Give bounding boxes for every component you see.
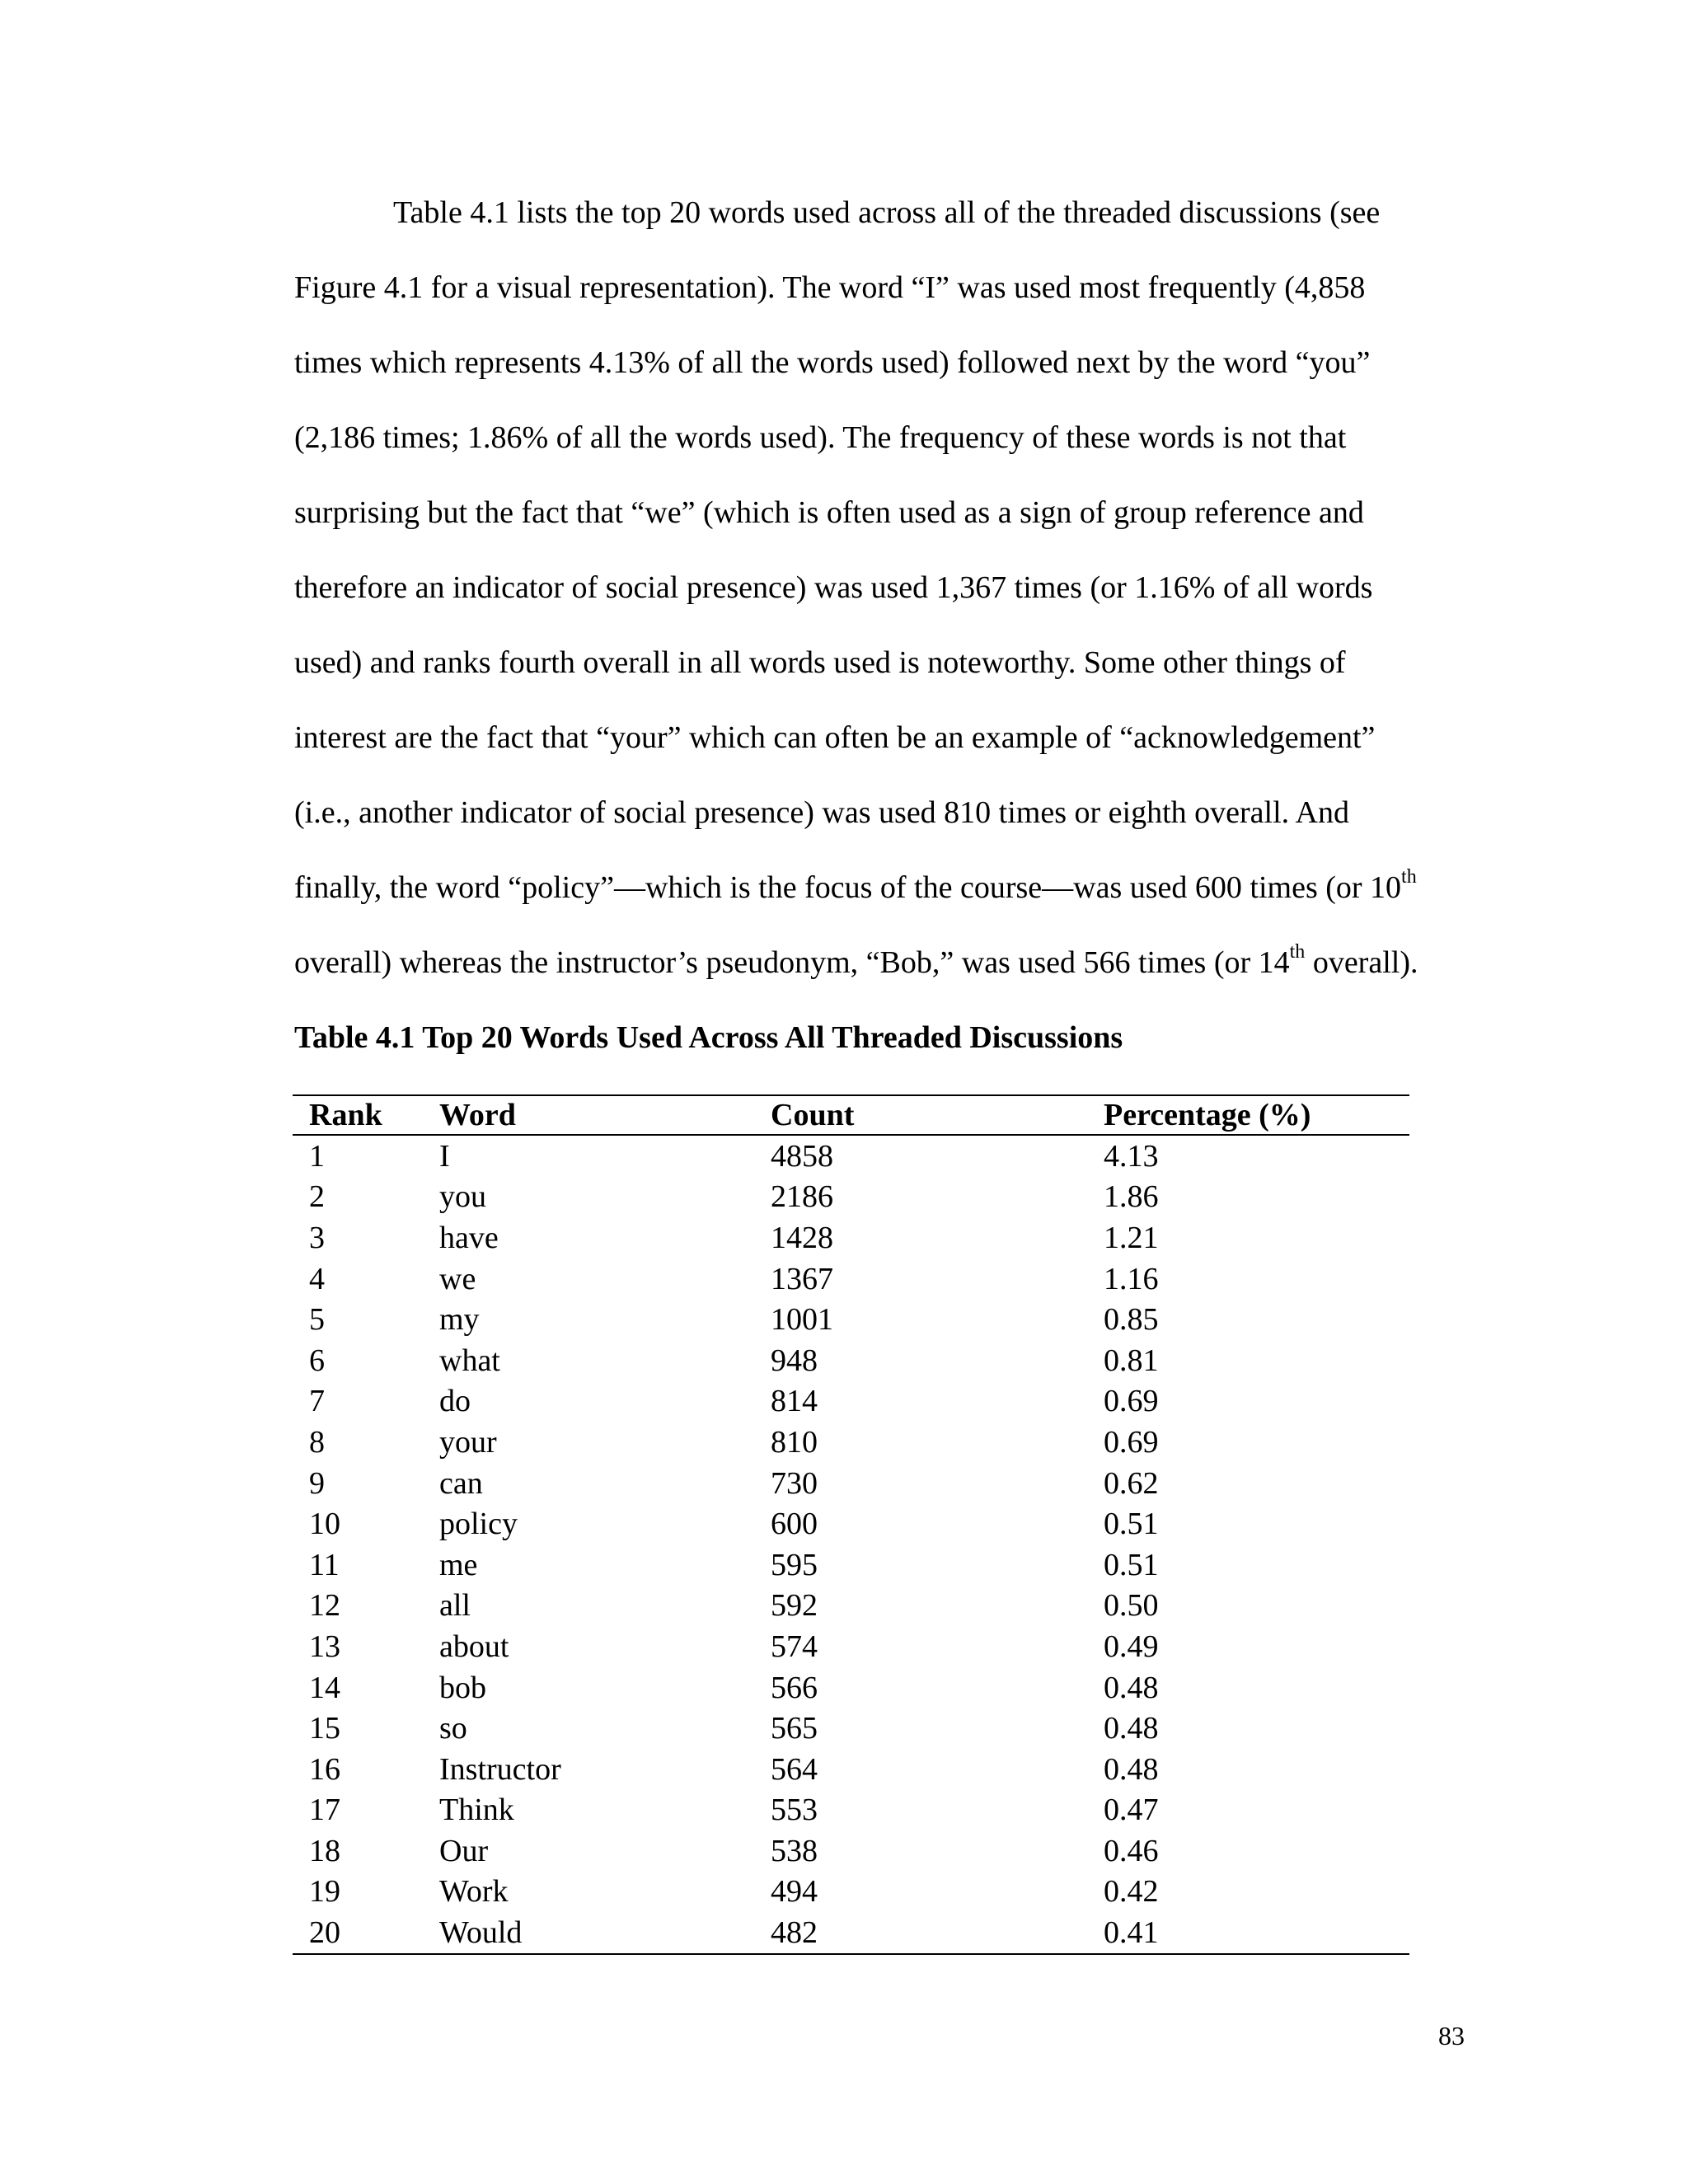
cell-percentage: 1.21 <box>1104 1220 1159 1255</box>
cell-percentage: 0.47 <box>1104 1793 1159 1828</box>
cell-rank: 2 <box>309 1179 325 1215</box>
line-text-tail: overall). <box>1305 945 1418 980</box>
cell-count: 2186 <box>771 1179 833 1215</box>
cell-count: 1428 <box>771 1220 833 1255</box>
paragraph-line <box>294 719 1375 756</box>
cell-rank: 16 <box>309 1751 340 1787</box>
table-row <box>293 1217 1409 1258</box>
cell-word: bob <box>439 1670 486 1705</box>
cell-count: 948 <box>771 1343 818 1378</box>
cell-word: Our <box>439 1833 489 1868</box>
cell-count: 494 <box>771 1874 818 1910</box>
paragraph-line <box>294 794 1349 831</box>
cell-count: 595 <box>771 1547 818 1582</box>
paragraph-line <box>294 419 1346 456</box>
cell-count: 565 <box>771 1711 818 1746</box>
cell-rank: 1 <box>309 1138 325 1174</box>
paragraph-line <box>294 644 1346 681</box>
table-row <box>293 1422 1409 1463</box>
cell-word: Work <box>439 1874 509 1910</box>
line-text: overall) whereas the instructor’s pseudonym, “Bob,” was used 566 times (or 14 <box>294 945 1290 980</box>
cell-word: your <box>439 1424 497 1460</box>
cell-word: you <box>439 1179 486 1215</box>
cell-rank: 19 <box>309 1874 340 1910</box>
cell-count: 592 <box>771 1588 818 1624</box>
paragraph-line <box>294 866 1417 906</box>
cell-word: we <box>439 1261 476 1296</box>
line-text: Figure 4.1 for a visual representation). The word “I” was used most frequently (4,858 <box>294 270 1366 305</box>
cell-percentage: 0.46 <box>1104 1833 1159 1868</box>
cell-percentage: 0.69 <box>1104 1424 1159 1460</box>
cell-rank: 15 <box>309 1711 340 1746</box>
cell-percentage: 1.16 <box>1104 1261 1159 1296</box>
table-row <box>293 1626 1409 1667</box>
cell-rank: 17 <box>309 1793 340 1828</box>
cell-percentage: 0.41 <box>1104 1915 1159 1951</box>
line-text: (i.e., another indicator of social presence) was used 810 times or eighth overall. And <box>294 795 1349 830</box>
header-percentage: Percentage (%) <box>1104 1098 1311 1132</box>
header-rank: Rank <box>309 1098 382 1132</box>
cell-percentage: 0.81 <box>1104 1343 1159 1378</box>
cell-word: have <box>439 1220 499 1255</box>
line-text: interest are the fact that “your” which can often be an example of “acknowledgement” <box>294 720 1376 755</box>
cell-count: 564 <box>771 1751 818 1787</box>
ordinal-superscript: th <box>1289 941 1306 963</box>
cell-rank: 3 <box>309 1220 325 1255</box>
table-header <box>293 1095 1409 1135</box>
cell-rank: 7 <box>309 1384 325 1419</box>
table-row <box>293 1381 1409 1422</box>
cell-count: 538 <box>771 1833 818 1868</box>
cell-count: 1367 <box>771 1261 833 1296</box>
cell-count: 1001 <box>771 1302 833 1338</box>
header-row <box>293 1095 1409 1135</box>
cell-rank: 6 <box>309 1343 325 1378</box>
line-text: used) and ranks fourth overall in all words used is noteworthy. Some other things of <box>294 645 1346 680</box>
line-text: finally, the word “policy”—which is the focus of the course—was used 600 times (or 10 <box>294 870 1402 905</box>
word-frequency-table <box>293 1094 1409 1955</box>
cell-percentage: 0.49 <box>1104 1629 1159 1664</box>
cell-word: about <box>439 1629 509 1664</box>
table-row <box>293 1258 1409 1300</box>
table-body <box>293 1135 1409 1954</box>
cell-percentage: 0.51 <box>1104 1547 1159 1582</box>
cell-count: 566 <box>771 1670 818 1705</box>
cell-count: 574 <box>771 1629 818 1664</box>
cell-word: can <box>439 1465 483 1501</box>
cell-percentage: 4.13 <box>1104 1138 1159 1174</box>
line-text: times which represents 4.13% of all the words used) followed next by the word “you” <box>294 345 1371 380</box>
line-text: surprising but the fact that “we” (which is often used as a sign of group reference and <box>294 495 1364 530</box>
table-row <box>293 1749 1409 1790</box>
cell-rank: 4 <box>309 1261 325 1296</box>
cell-percentage: 0.48 <box>1104 1670 1159 1705</box>
line-text: (2,186 times; 1.86% of all the words used). The frequency of these words is not that <box>294 420 1347 455</box>
paragraph-line <box>294 269 1365 306</box>
cell-word: all <box>439 1588 471 1624</box>
cell-count: 814 <box>771 1384 818 1419</box>
cell-word: do <box>439 1384 471 1419</box>
header-count: Count <box>771 1098 855 1132</box>
cell-count: 810 <box>771 1424 818 1460</box>
table-row <box>293 1708 1409 1749</box>
table-row <box>293 1912 1409 1954</box>
cell-percentage: 0.62 <box>1104 1465 1159 1501</box>
page-number: 83 <box>1438 2021 1465 2050</box>
cell-percentage: 0.69 <box>1104 1384 1159 1419</box>
cell-rank: 20 <box>309 1915 340 1951</box>
cell-word: my <box>439 1302 480 1338</box>
cell-rank: 14 <box>309 1670 340 1705</box>
cell-percentage: 0.51 <box>1104 1507 1159 1542</box>
cell-rank: 9 <box>309 1465 325 1501</box>
table-row <box>293 1177 1409 1218</box>
cell-percentage: 0.42 <box>1104 1874 1159 1910</box>
cell-count: 482 <box>771 1915 818 1951</box>
cell-count: 553 <box>771 1793 818 1828</box>
cell-rank: 8 <box>309 1424 325 1460</box>
line-text: Table 4.1 lists the top 20 words used across all of the threaded discussions (see <box>393 195 1381 230</box>
cell-rank: 12 <box>309 1588 340 1624</box>
table-row <box>293 1544 1409 1586</box>
cell-rank: 10 <box>309 1507 340 1542</box>
cell-percentage: 0.50 <box>1104 1588 1159 1624</box>
table-row <box>293 1135 1409 1177</box>
cell-word: Instructor <box>439 1751 561 1787</box>
table-row <box>293 1667 1409 1708</box>
cell-word: I <box>439 1138 450 1174</box>
table-row <box>293 1586 1409 1627</box>
cell-rank: 5 <box>309 1302 325 1338</box>
cell-percentage: 0.48 <box>1104 1711 1159 1746</box>
paragraph-line <box>294 344 1370 381</box>
line-text: therefore an indicator of social presence) was used 1,367 times (or 1.16% of all words <box>294 570 1373 605</box>
cell-count: 4858 <box>771 1138 833 1174</box>
header-word: Word <box>439 1098 516 1132</box>
table-row <box>293 1463 1409 1504</box>
table-row <box>293 1340 1409 1381</box>
paragraph-line <box>294 941 1418 981</box>
cell-rank: 13 <box>309 1629 340 1664</box>
paragraph-line <box>294 569 1372 606</box>
cell-rank: 11 <box>309 1547 340 1582</box>
cell-percentage: 1.86 <box>1104 1179 1159 1215</box>
cell-percentage: 0.48 <box>1104 1751 1159 1787</box>
table-row <box>293 1503 1409 1544</box>
cell-rank: 18 <box>309 1833 340 1868</box>
cell-word: me <box>439 1547 478 1582</box>
cell-word: what <box>439 1343 500 1378</box>
cell-word: so <box>439 1711 467 1746</box>
cell-count: 730 <box>771 1465 818 1501</box>
ordinal-superscript: th <box>1401 866 1417 888</box>
table-row <box>293 1872 1409 1913</box>
cell-word: Would <box>439 1915 523 1951</box>
paragraph-line <box>393 194 1380 231</box>
table-row <box>293 1299 1409 1340</box>
table-caption: Table 4.1 Top 20 Words Used Across All Threaded Discussions <box>294 1020 1123 1055</box>
cell-word: policy <box>439 1507 518 1542</box>
cell-word: Think <box>439 1793 514 1828</box>
cell-count: 600 <box>771 1507 818 1542</box>
paragraph-line <box>294 494 1364 531</box>
table-row <box>293 1790 1409 1831</box>
cell-percentage: 0.85 <box>1104 1302 1159 1338</box>
table-row <box>293 1830 1409 1872</box>
